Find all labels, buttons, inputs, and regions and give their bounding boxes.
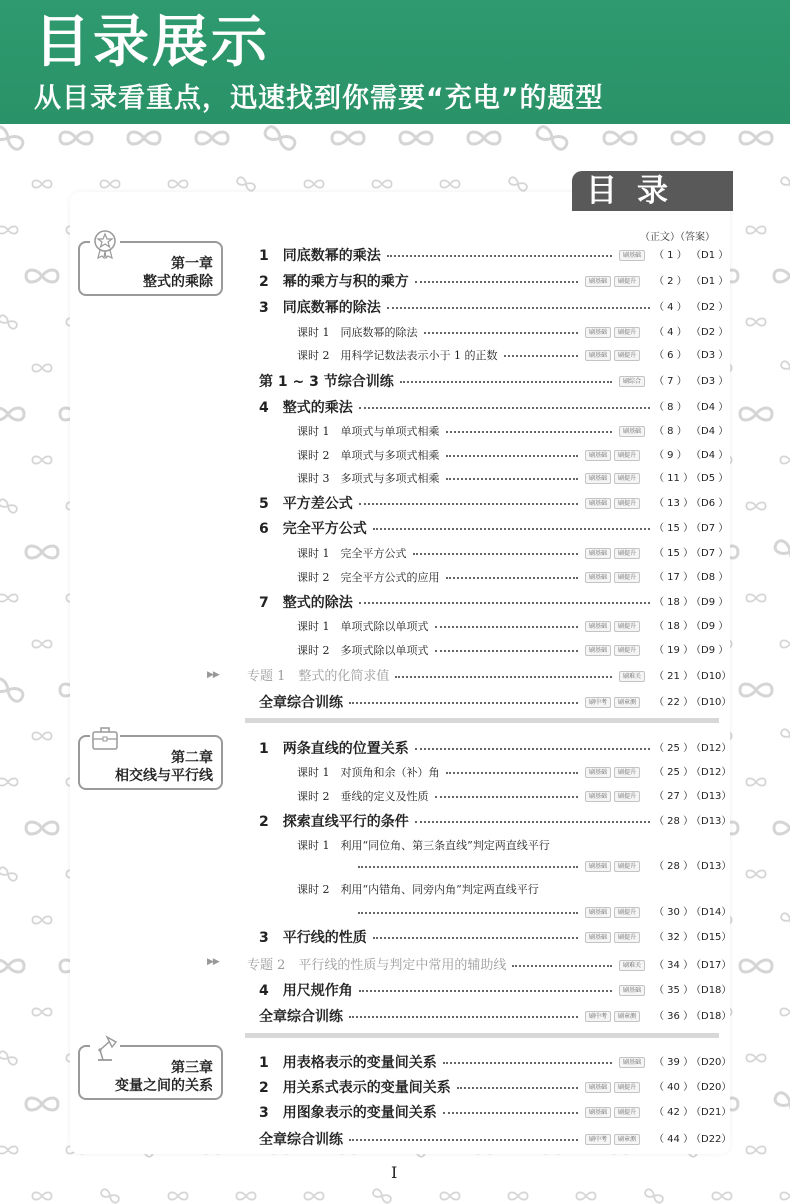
practice-badge: 刷基础: [585, 645, 611, 656]
page-header: [0, 0, 790, 124]
desk-lamp-icon: [90, 1033, 120, 1063]
toc-entry[interactable]: [259, 693, 730, 713]
entry-title: 课时 1 单项式与单项式相乘: [297, 425, 440, 438]
body-page-number: （ 2 ）: [654, 276, 687, 287]
entry-title: 课时 2 垂线的定义及性质: [297, 790, 429, 803]
answer-page-number: （D2 ）: [691, 327, 729, 338]
practice-badges: [582, 1107, 640, 1119]
toc-entry-continuation[interactable]: [297, 857, 730, 877]
entry-title: 课时 1 利用“同位角、第三条直线”判定两直线平行: [297, 839, 550, 852]
body-page-number: （ 30 ）: [654, 907, 694, 918]
practice-badges: [582, 861, 640, 873]
entry-title: 2 幂的乘方与积的乘方: [259, 274, 409, 290]
practice-badge: 刷基础: [585, 473, 611, 484]
entry-title: 课时 1 单项式除以单项式: [297, 620, 429, 633]
section-separator: [245, 1033, 719, 1038]
practice-badges: [582, 645, 640, 657]
toc-entry[interactable]: [259, 1007, 730, 1027]
dot-leader: [373, 937, 578, 939]
practice-badge: 刷基础: [585, 1082, 611, 1093]
answer-page-number: （D5 ）: [691, 473, 729, 484]
answer-page-number: （D2 ）: [691, 302, 729, 313]
body-page-number: （ 19 ）: [654, 645, 694, 656]
toc-entry[interactable]: [297, 323, 730, 343]
entry-title: 1 用表格表示的变量间关系: [259, 1055, 437, 1071]
practice-badges: [582, 791, 640, 803]
dot-leader: [446, 772, 579, 774]
toc-entry[interactable]: [259, 519, 730, 539]
dot-leader: [435, 650, 579, 652]
entry-title: 课时 1 对顶角和余（补）角: [297, 766, 440, 779]
body-page-number: （ 39 ）: [654, 1057, 694, 1068]
dot-leader: [446, 431, 613, 433]
body-page-number: （ 1 ）: [654, 250, 687, 261]
answer-page-number: （D9 ）: [691, 645, 729, 656]
page-title: 目录展示: [34, 10, 270, 75]
chapter-box-1[interactable]: [78, 241, 223, 296]
entry-title: 2 用关系式表示的变量间关系: [259, 1080, 451, 1096]
body-page-number: （ 34 ）: [654, 960, 694, 971]
entry-title: 全章综合训练: [259, 695, 343, 711]
chapter-number: 第一章: [171, 256, 213, 272]
entry-title: 3 平行线的性质: [259, 930, 367, 946]
dot-leader: [446, 577, 579, 579]
answer-page-number: （D3 ）: [691, 350, 729, 361]
toc-entry[interactable]: [297, 568, 730, 588]
practice-badge: 刷基础: [585, 907, 611, 918]
practice-badges: [582, 907, 640, 919]
chapter-box-2[interactable]: [78, 735, 223, 790]
practice-badge: 刷提升: [614, 645, 640, 656]
body-page-number: （ 6 ）: [654, 350, 687, 361]
toc-entry[interactable]: [259, 1103, 730, 1123]
toc-entry[interactable]: [297, 880, 730, 900]
chapter-number: 第三章: [171, 1060, 213, 1076]
body-page-number: （ 32 ）: [654, 932, 694, 943]
practice-badge: 刷基础: [585, 932, 611, 943]
entry-title: 课时 2 完全平方公式的应用: [297, 571, 440, 584]
entry-title: 6 完全平方公式: [259, 521, 367, 537]
practice-badges: [616, 1057, 645, 1069]
body-page-number: （ 4 ）: [654, 302, 687, 313]
practice-badge: 刷提升: [614, 861, 640, 872]
answer-page-number: （D7 ）: [691, 523, 729, 534]
body-page-number: （ 27 ）: [654, 791, 694, 802]
entry-title: 专题 2 平行线的性质与判定中常用的辅助线: [247, 958, 507, 973]
dot-leader: [359, 503, 578, 505]
practice-badge: 刷提升: [614, 1107, 640, 1118]
practice-badge: 刷难关: [619, 960, 645, 971]
body-page-number: （ 28 ）: [654, 816, 694, 827]
practice-badge: 刷提升: [614, 327, 640, 338]
practice-badge: 刷基础: [585, 548, 611, 559]
toc-entry[interactable]: [259, 1130, 730, 1150]
practice-badges: [582, 767, 640, 779]
answer-page-number: （D3 ）: [691, 376, 729, 387]
entry-title: 3 同底数幂的除法: [259, 300, 381, 316]
dot-leader: [358, 912, 578, 914]
dot-leader: [373, 528, 650, 530]
toc-entry[interactable]: [297, 763, 730, 783]
dot-leader: [359, 407, 650, 409]
body-page-number: （ 11 ）: [654, 473, 694, 484]
toc-entry[interactable]: [259, 298, 730, 318]
body-page-number: （ 8 ）: [654, 402, 687, 413]
topic-arrow-icon: ▶▶: [207, 957, 219, 967]
chapter-number: 第二章: [171, 750, 213, 766]
toc-entry[interactable]: [259, 1053, 730, 1073]
toc-entry[interactable]: [247, 956, 730, 976]
practice-badges: [616, 250, 645, 262]
toc-entry[interactable]: [297, 641, 730, 661]
answer-page-number: （D4 ）: [691, 426, 729, 437]
answer-page-number: （D13）: [691, 861, 732, 872]
practice-badge: 刷中考: [585, 697, 611, 708]
topic-arrow-icon: ▶▶: [207, 670, 219, 680]
toc-entry[interactable]: [259, 812, 730, 832]
body-page-number: （ 15 ）: [654, 523, 694, 534]
practice-badge: 刷基础: [585, 791, 611, 802]
practice-badge: 刷基础: [585, 350, 611, 361]
practice-badges: [582, 932, 640, 944]
entry-title: 5 平方差公式: [259, 496, 353, 512]
practice-badge: 刷基础: [585, 1107, 611, 1118]
entry-title: 课时 2 多项式除以单项式: [297, 644, 429, 657]
practice-badges: [616, 960, 645, 972]
body-page-number: （ 9 ）: [654, 450, 687, 461]
toc-entry[interactable]: [259, 1078, 730, 1098]
practice-badges: [582, 450, 640, 462]
entry-title: 课时 1 同底数幂的除法: [297, 326, 418, 339]
body-page-number: （ 40 ）: [654, 1082, 694, 1093]
practice-badges: [616, 426, 645, 438]
dot-leader: [443, 1062, 612, 1064]
entry-title: 2 探索直线平行的条件: [259, 814, 409, 830]
entry-title: 1 两条直线的位置关系: [259, 741, 409, 757]
practice-badges: [616, 985, 645, 997]
toc-entry[interactable]: [259, 494, 730, 514]
chapter-name: 相交线与平行线: [115, 768, 213, 784]
practice-badge: 刷提升: [614, 767, 640, 778]
toc-entry[interactable]: [297, 787, 730, 807]
body-page-number: （ 17 ）: [654, 572, 694, 583]
entry-title: 全章综合训练: [259, 1009, 343, 1025]
practice-badge: 刷提升: [614, 572, 640, 583]
entry-title: 专题 1 整式的化简求值: [247, 669, 390, 684]
entry-title: 全章综合训练: [259, 1132, 343, 1148]
entry-title: 7 整式的除法: [259, 595, 353, 611]
toc-entry[interactable]: [259, 593, 730, 613]
answer-page-number: （D14）: [691, 907, 732, 918]
dot-leader: [349, 702, 578, 704]
body-page-number: （ 22 ）: [654, 697, 694, 708]
practice-badge: 刷基础: [585, 572, 611, 583]
practice-badge: 刷基础: [619, 985, 645, 996]
practice-badge: 刷中考: [585, 1011, 611, 1022]
practice-badge: 刷提升: [614, 498, 640, 509]
dot-leader: [512, 965, 612, 967]
answer-page-number: （D8 ）: [691, 572, 729, 583]
section-separator: [245, 718, 719, 723]
answer-page-number: （D22）: [691, 1134, 732, 1145]
dot-leader: [443, 1112, 578, 1114]
toc-entry[interactable]: [297, 469, 730, 489]
answer-page-number: （D9 ）: [691, 621, 729, 632]
dot-leader: [387, 307, 650, 309]
practice-badge: 刷提升: [614, 1082, 640, 1093]
answer-page-number: （D21）: [691, 1107, 732, 1118]
practice-badge: 刷提升: [614, 276, 640, 287]
practice-badge: 刷基础: [619, 426, 645, 437]
practice-badges: [616, 376, 645, 388]
answer-page-number: （D9 ）: [691, 597, 729, 608]
toc-entry[interactable]: [247, 667, 730, 687]
briefcase-icon: [90, 723, 120, 753]
practice-badges: [582, 548, 640, 560]
answer-page-number: （D13）: [691, 816, 732, 827]
answer-page-number: （D1 ）: [691, 276, 729, 287]
practice-badges: [582, 697, 640, 709]
toc-entry[interactable]: [259, 372, 730, 392]
toc-title: 目录: [586, 173, 688, 209]
body-page-number: （ 7 ）: [654, 376, 687, 387]
answer-page-number: （D10）: [691, 697, 732, 708]
entry-title: 4 用尺规作角: [259, 983, 353, 999]
toc-entry-continuation[interactable]: [297, 903, 730, 923]
dot-leader: [413, 553, 579, 555]
practice-badges: [582, 350, 640, 362]
practice-badges: [582, 498, 640, 510]
body-page-number: （ 44 ）: [654, 1134, 694, 1145]
practice-badge: 刷章测: [614, 1011, 640, 1022]
practice-badges: [582, 572, 640, 584]
dot-leader: [349, 1139, 578, 1141]
practice-badge: 刷基础: [585, 276, 611, 287]
practice-badges: [582, 327, 640, 339]
dot-leader: [435, 796, 579, 798]
answer-page-number: （D20）: [691, 1082, 732, 1093]
toc-title-tab: [572, 171, 733, 211]
body-page-number: （ 8 ）: [654, 426, 687, 437]
practice-badge: 刷提升: [614, 548, 640, 559]
practice-badges: [582, 1011, 640, 1023]
practice-badge: 刷难关: [619, 671, 645, 682]
practice-badges: [582, 473, 640, 485]
answer-page-number: （D12）: [691, 767, 732, 778]
dot-leader: [415, 281, 578, 283]
practice-badge: 刷基础: [619, 250, 645, 261]
practice-badge: 刷综合: [619, 376, 645, 387]
body-page-number: （ 18 ）: [654, 597, 694, 608]
entry-title: 课时 2 用科学记数法表示小于 1 的正数: [297, 349, 498, 362]
practice-badge: 刷基础: [585, 767, 611, 778]
body-page-number: （ 25 ）: [654, 743, 694, 754]
dot-leader: [387, 255, 612, 257]
answer-page-number: （D1 ）: [691, 250, 729, 261]
practice-badge: 刷章测: [614, 1134, 640, 1145]
dot-leader: [424, 332, 579, 334]
toc-entry[interactable]: [259, 928, 730, 948]
practice-badge: 刷中考: [585, 1134, 611, 1145]
entry-title: 课时 1 完全平方公式: [297, 547, 407, 560]
practice-badge: 刷提升: [614, 473, 640, 484]
practice-badges: [582, 621, 640, 633]
answer-page-number: （D18）: [691, 985, 732, 996]
dot-leader: [395, 676, 612, 678]
toc-entry[interactable]: [297, 836, 730, 856]
body-page-number: （ 4 ）: [654, 327, 687, 338]
toc-entry[interactable]: [259, 272, 730, 292]
body-page-number: （ 42 ）: [654, 1107, 694, 1118]
toc-entry[interactable]: [259, 246, 730, 266]
body-page-number: （ 13 ）: [654, 498, 694, 509]
practice-badges: [582, 276, 640, 288]
practice-badge: 刷提升: [614, 791, 640, 802]
practice-badge: 刷提升: [614, 907, 640, 918]
practice-badge: 刷基础: [619, 1057, 645, 1068]
practice-badge: 刷提升: [614, 621, 640, 632]
badge-star-icon: [90, 229, 120, 259]
answer-page-number: （D4 ）: [691, 402, 729, 413]
body-page-number: （ 36 ）: [654, 1011, 694, 1022]
body-page-number: （ 21 ）: [654, 671, 694, 682]
answer-page-number: （D4 ）: [691, 450, 729, 461]
answer-page-number: （D15）: [691, 932, 732, 943]
answer-page-number: （D17）: [691, 960, 732, 971]
answer-page-number: （D6 ）: [691, 498, 729, 509]
practice-badge: 刷基础: [585, 327, 611, 338]
toc-entry[interactable]: [259, 398, 730, 418]
body-page-number: （ 25 ）: [654, 767, 694, 778]
practice-badges: [616, 671, 645, 683]
toc-entry[interactable]: [297, 617, 730, 637]
body-page-number: （ 28 ）: [654, 861, 694, 872]
entry-title: 3 用图象表示的变量间关系: [259, 1105, 437, 1121]
page-subtitle: 从目录看重点，迅速找到你需要“充电”的题型: [34, 83, 604, 114]
dot-leader: [457, 1087, 578, 1089]
practice-badge: 刷提升: [614, 932, 640, 943]
answer-page-number: （D10）: [691, 671, 732, 682]
toc-entry[interactable]: [297, 446, 730, 466]
body-page-number: （ 15 ）: [654, 548, 694, 559]
chapter-name: 整式的乘除: [143, 274, 213, 290]
practice-badge: 刷基础: [585, 861, 611, 872]
entry-title: 4 整式的乘法: [259, 400, 353, 416]
toc-entry[interactable]: [259, 739, 730, 759]
dot-leader: [435, 626, 579, 628]
toc-entry[interactable]: [297, 346, 730, 366]
dot-leader: [415, 821, 650, 823]
practice-badge: 刷提升: [614, 450, 640, 461]
chapter-name: 变量之间的关系: [115, 1078, 213, 1094]
dot-leader: [446, 455, 579, 457]
practice-badge: 刷章测: [614, 697, 640, 708]
practice-badges: [582, 1082, 640, 1094]
dot-leader: [359, 990, 612, 992]
page-number: I: [391, 1163, 398, 1182]
answer-page-number: （D18）: [691, 1011, 732, 1022]
body-page-number: （ 18 ）: [654, 621, 694, 632]
toc-entry[interactable]: [297, 544, 730, 564]
dot-leader: [359, 602, 650, 604]
toc-entry[interactable]: [297, 422, 730, 442]
entry-title: 课时 3 多项式与多项式相乘: [297, 472, 440, 485]
answer-page-number: （D12）: [691, 743, 732, 754]
dot-leader: [358, 866, 578, 868]
dot-leader: [446, 478, 579, 480]
practice-badge: 刷提升: [614, 350, 640, 361]
toc-entry[interactable]: [259, 981, 730, 1001]
column-header: （正文）（答案）: [640, 232, 715, 243]
entry-title: 课时 2 利用“内错角、同旁内角”判定两直线平行: [297, 883, 539, 896]
practice-badge: 刷基础: [585, 498, 611, 509]
answer-page-number: （D20）: [691, 1057, 732, 1068]
entry-title: 课时 2 单项式与多项式相乘: [297, 449, 440, 462]
answer-page-number: （D7 ）: [691, 548, 729, 559]
practice-badge: 刷基础: [585, 621, 611, 632]
entry-title: 第 1 ~ 3 节综合训练: [259, 374, 394, 390]
answer-page-number: （D13）: [691, 791, 732, 802]
dot-leader: [349, 1016, 578, 1018]
chapter-box-3[interactable]: [78, 1045, 223, 1100]
entry-title: 1 同底数幂的乘法: [259, 248, 381, 264]
dot-leader: [415, 748, 650, 750]
body-page-number: （ 35 ）: [654, 985, 694, 996]
dot-leader: [400, 381, 612, 383]
practice-badge: 刷基础: [585, 450, 611, 461]
practice-badges: [582, 1134, 640, 1146]
dot-leader: [504, 355, 579, 357]
